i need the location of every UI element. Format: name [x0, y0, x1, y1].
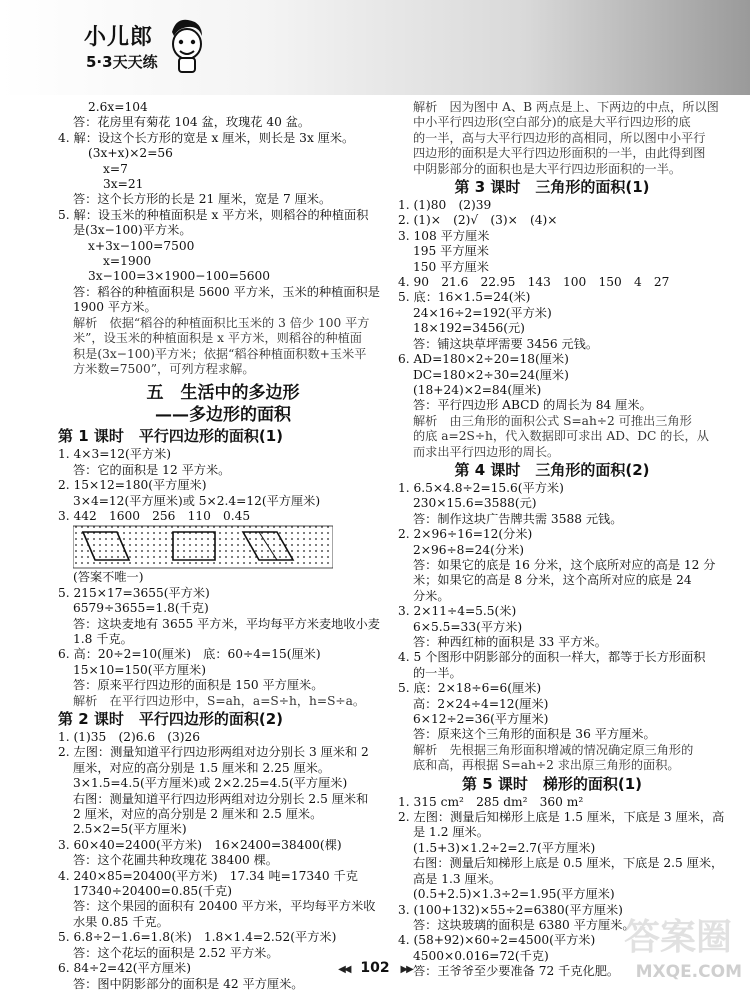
- answer-line: 150 平方厘米: [413, 259, 489, 274]
- answer-line: 4. 240×85=20400(平方米) 17.34 吨=17340 千克: [58, 868, 358, 883]
- analysis-line: 解析 依据“稻谷的种植面积比玉米的 3 倍少 100 平方: [73, 315, 370, 330]
- answer-line: 6579÷3655=1.8(千克): [73, 601, 209, 616]
- answer-line: 答：花房里有菊花 104 盆，玫瑰花 40 盆。: [73, 115, 311, 130]
- answer-line: 答：这个果园的面积有 20400 平方米，平均每平方米收: [73, 899, 376, 914]
- answer-line: 3. 60×40=2400(平方米) 16×2400=38400(棵): [58, 837, 342, 852]
- answer-line: 高：2×24÷4=12(厘米): [413, 696, 549, 711]
- answer-line: (1.5+3)×1.2÷2=2.7(平方厘米): [413, 840, 596, 855]
- answer-line: 4. 90 21.6 22.95 143 100 150 4 27: [398, 275, 670, 290]
- next-page-icon[interactable]: ▶▶: [400, 964, 412, 975]
- answer-line: 2. 左图：测量知道平行四边形两组对边分别长 3 厘米和 2: [58, 745, 369, 760]
- unit-subtitle: ——多边形的面积: [155, 405, 291, 426]
- answer-line: 答：这个长方形的长是 21 厘米，宽是 7 厘米。: [73, 192, 332, 207]
- lesson-1-title: 第 1 课时 平行四边形的面积(1): [58, 427, 284, 446]
- answer-line: (0.5+2.5)×1.3÷2=1.95(平方厘米): [413, 887, 615, 902]
- brand-name: 小儿郎: [84, 25, 154, 50]
- lesson-3-title: 第 3 课时 三角形的面积(1): [454, 178, 650, 197]
- answer-line: 1. (1)80 (2)39: [398, 198, 492, 213]
- answer-line: 厘米，对应的高分别是 1.5 厘米和 2.25 厘米。: [73, 760, 331, 775]
- answer-line: 右图：测量知道平行四边形两组对边分别长 2.5 厘米和: [73, 791, 369, 806]
- answer-line: 6. 高：20÷2=10(厘米) 底：60÷4=15(厘米): [58, 647, 321, 662]
- series-name: 5·3天天练: [86, 53, 158, 71]
- answer-line: 2.6x=104: [88, 100, 148, 114]
- right-column: [398, 100, 725, 980]
- answer-line: 3. 2×11÷4=5.5(米): [398, 604, 517, 619]
- prev-page-icon[interactable]: ◀◀: [338, 964, 350, 975]
- answer-line: 15×10=150(平方厘米): [73, 662, 206, 677]
- answer-line: (3x+x)×2=56: [88, 146, 173, 161]
- answer-line: 18×192=3456(元): [413, 321, 525, 336]
- answer-line: 的一半。: [413, 665, 462, 680]
- mascot-icon: [166, 18, 206, 74]
- answer-line: 3x=21: [103, 177, 144, 192]
- lesson-2-title: 第 2 课时 平行四边形的面积(2): [58, 710, 284, 728]
- answer-line: 右图：测量后知梯形上底是 0.5 厘米，下底是 2.5 厘米，: [413, 856, 724, 871]
- answer-line: 4. 5 个图形中阴影部分的面积一样大，都等于长方形面积: [398, 650, 706, 665]
- answer-line: 2×96÷8=24(分米): [413, 542, 525, 557]
- analysis-line: 而求出平行四边形的周长。: [413, 444, 560, 459]
- answer-line: 答：原来平行四边形的面积是 150 平方厘米。: [73, 678, 324, 693]
- answer-line: 3. 442 1600 256 110 0.45: [58, 508, 251, 523]
- analysis-line: 的一半，高与大平行四边形的高相同，所以图中小平行: [413, 130, 706, 145]
- answer-line: 195 平方厘米: [413, 244, 489, 259]
- answer-line: 1. 4×3=12(平方米): [58, 447, 172, 462]
- answer-line: 答：它的面积是 12 平方米。: [73, 462, 231, 477]
- answer-line: 2. 2×96÷16=12(分米): [398, 527, 533, 542]
- answer-line: 答：稻谷的种植面积是 5600 平方米，玉米的种植面积是: [73, 284, 380, 299]
- answer-line: (18+24)×2=84(厘米): [413, 382, 542, 397]
- analysis-line: 中小平行四边形(空白部分)的底是大平行四边形的底: [413, 115, 691, 130]
- answer-line: 2.5×2=5(平方厘米): [73, 822, 187, 837]
- brand-logo: [84, 18, 204, 80]
- answer-line: 5. 215×17=3655(平方米): [58, 585, 210, 600]
- answer-line: 3x−100=3×1900−100=5600: [88, 269, 270, 284]
- analysis-line: 积是(3x−100)平方米；依据“稻谷种植面积数+玉米平: [73, 346, 367, 361]
- analysis-line: 方米数=7500”，可列方程求解。: [73, 361, 255, 376]
- analysis-line: 米”，设玉米的种植面积是 x 平方米，则稻谷的种植面: [73, 331, 362, 346]
- left-column: [58, 100, 388, 992]
- answer-line: 答：制作这块广告牌共需 3588 元钱。: [413, 511, 623, 526]
- answer-line: 2 厘米，对应的高分别是 2 厘米和 2.5 厘米。: [73, 807, 323, 822]
- answer-line: 3×1.5=4.5(平方厘米)或 2×2.25=4.5(平方厘米): [73, 776, 348, 791]
- analysis-line: 解析 先根据三角形面积增减的情况确定原三角形的: [413, 742, 694, 757]
- watermark-url: MXQE.COM: [635, 962, 742, 982]
- answer-line: x=7: [103, 161, 128, 176]
- answer-line: 答：铺这块草坪需要 3456 元钱。: [413, 336, 599, 351]
- answer-line: 水果 0.85 千克。: [73, 914, 169, 929]
- answer-line: 5. 底：16×1.5=24(米): [398, 290, 531, 305]
- answer-line: 米；如果它的高是 8 分米，这个高所对应的底是 24: [413, 573, 692, 588]
- answer-line: 6. AD=180×2÷20=18(厘米): [398, 352, 569, 367]
- answer-line: 5. 解：设玉米的种植面积是 x 平方米，则稻谷的种植面积: [58, 207, 369, 222]
- answer-line: 24×16÷2=192(平方米): [413, 305, 552, 320]
- answer-line: 1. 6.5×4.8÷2=15.6(平方米): [398, 480, 564, 495]
- answer-line: 1. 315 cm² 285 dm² 360 m²: [398, 794, 584, 809]
- answer-line: 答：这个花坛的面积是 2.52 平方米。: [73, 945, 279, 960]
- answer-line: 6×5.5=33(平方米): [413, 619, 523, 634]
- answer-line: 5. 底：2×18÷6=6(厘米): [398, 681, 542, 696]
- answer-line: 答：平行四边形 ABCD 的周长为 84 厘米。: [413, 398, 652, 413]
- analysis-line: 的底 a=2S÷h，代入数据即可求出 AD、DC 的长，从: [413, 429, 709, 444]
- answer-line: 答：这块玻璃的面积是 6380 平方厘米。: [413, 917, 635, 932]
- page-number: 102: [360, 960, 390, 976]
- answer-line: 4. 解：设这个长方形的宽是 x 厘米，则长是 3x 厘米。: [58, 130, 355, 145]
- answer-line: 分米。: [413, 588, 450, 603]
- answer-line: 答：图中阴影部分的面积是 42 平方厘米。: [73, 976, 304, 991]
- answer-line: 5. 6.8÷2−1.6=1.8(米) 1.8×1.4=2.52(平方米): [58, 930, 337, 945]
- parallelogram-grid-figure: [58, 524, 388, 570]
- answer-line: 高是 1.3 厘米。: [413, 871, 502, 886]
- lesson-5-title: 第 5 课时 梯形的面积(1): [461, 774, 643, 793]
- answer-line: 答：王爷爷至少要准备 72 千克化肥。: [413, 964, 620, 979]
- answer-line: x+3x−100=7500: [88, 238, 195, 253]
- answer-line: 答：种西红柿的面积是 33 平方米。: [413, 635, 607, 649]
- answer-line: 答：这块麦地有 3655 平方米，平均每平方米麦地收小麦: [73, 616, 380, 631]
- answer-line: 1.8 千克。: [73, 631, 133, 646]
- answer-line: 2. 15×12=180(平方厘米): [58, 478, 207, 493]
- analysis-line: 解析 因为图中 A、B 两点是上、下两边的中点，所以图: [413, 100, 719, 114]
- answer-line: 2. (1)× (2)√ (3)× (4)×: [398, 213, 558, 228]
- answer-line: 6. 84÷2=42(平方厘米): [58, 961, 191, 976]
- answer-line: 是 1.2 厘米。: [413, 825, 489, 840]
- answer-line: 3×4=12(平方厘米)或 5×2.4=12(平方厘米): [73, 493, 321, 508]
- answer-line: x=1900: [103, 254, 152, 269]
- analysis-line: 四边形的面积是大平行四边形面积的一半，由此得到图: [413, 146, 706, 161]
- answer-line: 3. (100+132)×55÷2=6380(平方厘米): [398, 902, 623, 917]
- analysis-line: 底和高，再根据 S=ah÷2 求出原三角形的面积。: [413, 758, 680, 773]
- dot-grid-drawing: [73, 524, 333, 570]
- answer-line: 4500×0.016=72(千克): [413, 948, 549, 963]
- answer-line: 3. 108 平方厘米: [398, 228, 490, 243]
- answer-line: 17340÷20400=0.85(千克): [73, 884, 232, 899]
- answer-line: 6×12÷2=36(平方厘米): [413, 712, 549, 727]
- answer-line: 2. 左图：测量后知梯形上底是 1.5 厘米，下底是 3 厘米，高: [398, 810, 725, 825]
- answer-line: 答：如果它的底是 16 分米，这个底所对应的高是 12 分: [413, 557, 716, 572]
- answer-line: DC=180×2÷30=24(厘米): [413, 367, 569, 382]
- answer-line: 1. (1)35 (2)6.6 (3)26: [58, 730, 201, 744]
- answer-line: 230×15.6=3588(元): [413, 496, 537, 511]
- answer-note: (答案不唯一): [73, 570, 144, 585]
- analysis-line: 中阴影部分的面积也是大平行四边形面积的一半。: [413, 161, 682, 176]
- answer-line: 答：这个花圃共种玫瑰花 38400 棵。: [73, 853, 278, 868]
- lesson-4-title: 第 4 课时 三角形的面积(2): [454, 460, 650, 479]
- analysis-line: 解析 由三角形的面积公式 S=ah÷2 可推出三角形: [413, 413, 692, 428]
- answer-line: 4. (58+92)×60÷2=4500(平方米): [398, 933, 596, 948]
- answer-line: 1900 平方米。: [73, 300, 157, 315]
- analysis-line: 解析 在平行四边形中，S=ah，a=S÷h，h=S÷a。: [73, 693, 366, 708]
- unit-title: 五 生活中的多边形: [146, 383, 300, 404]
- watermark-logo: 答案圈: [623, 917, 732, 958]
- answer-line: 是(3x−100)平方米。: [73, 223, 192, 238]
- site-watermark: [592, 912, 742, 982]
- answer-line: 答：原来这个三角形的面积是 36 平方厘米。: [413, 727, 656, 742]
